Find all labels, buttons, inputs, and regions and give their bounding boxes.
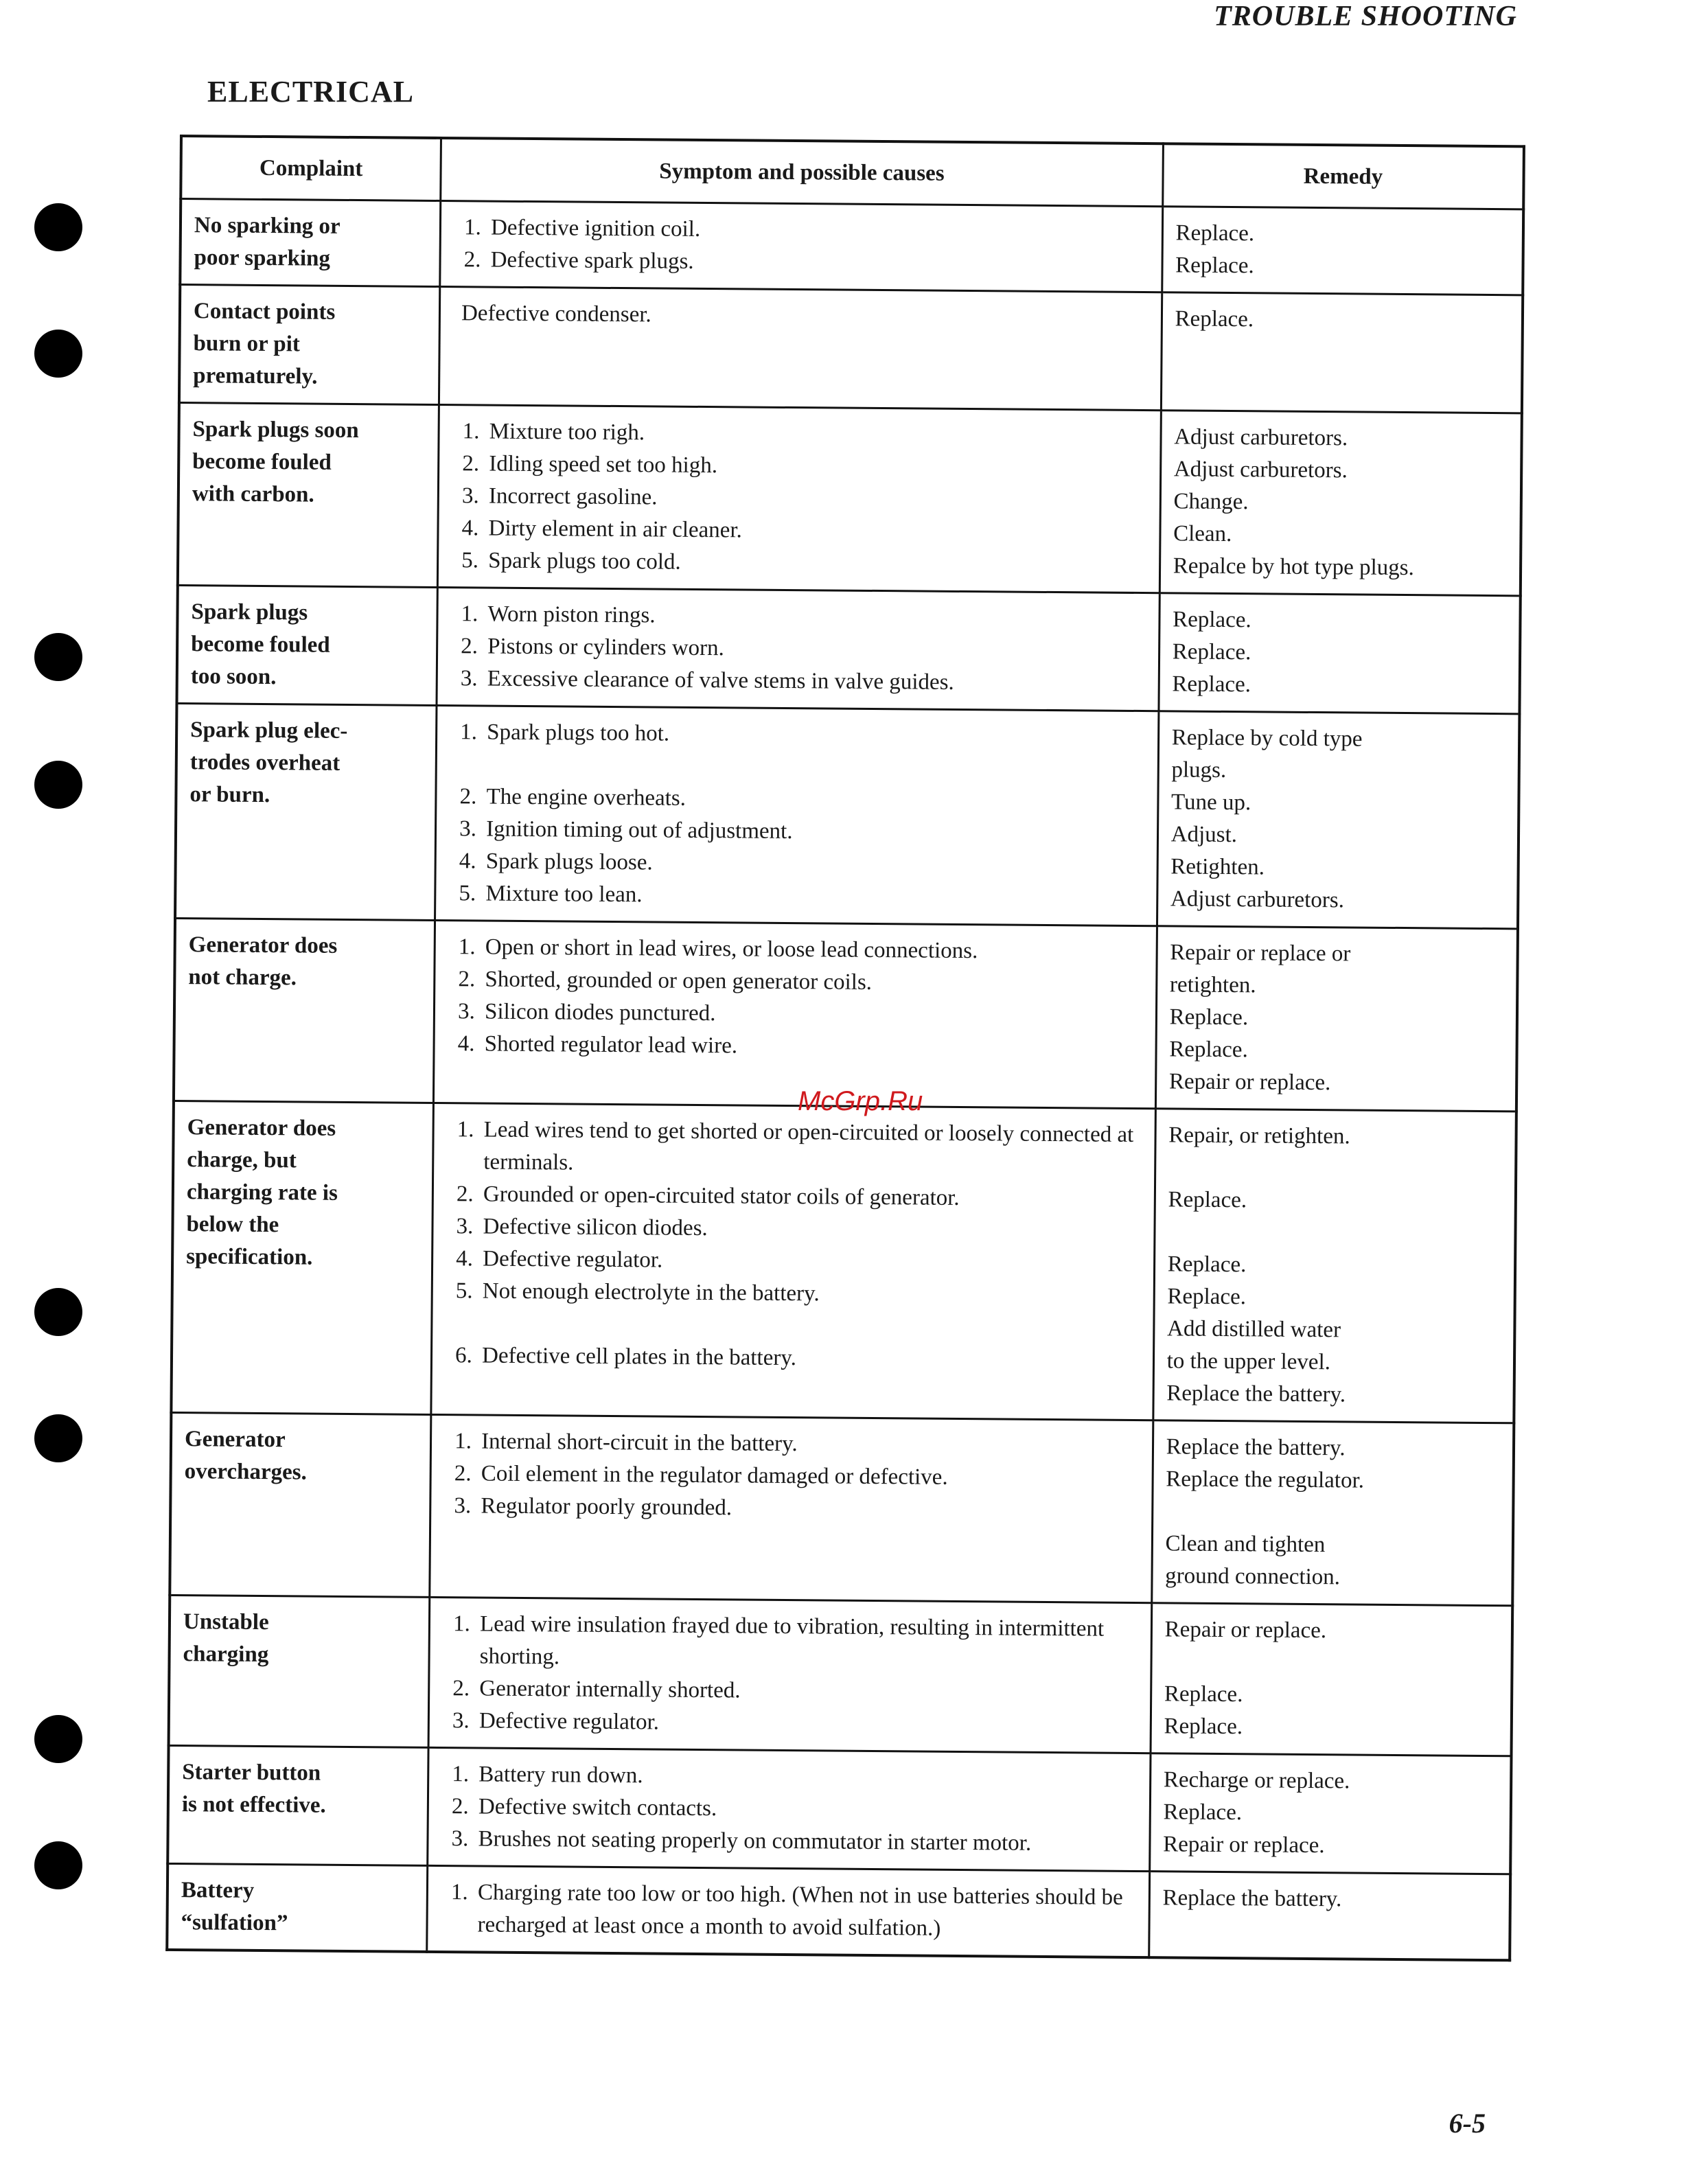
complaint-cell	[180, 199, 441, 287]
cause-text: Defective condenser.	[461, 301, 651, 327]
table-row	[178, 403, 1522, 596]
causes-cell	[427, 1865, 1150, 1957]
remedy-cell	[1149, 1753, 1511, 1874]
cause-item: 3. Ignition timing out of adjustment.	[482, 813, 1146, 851]
remedy-line: Tune up.	[1170, 790, 1251, 816]
complaint-line: Generator does	[187, 1115, 336, 1141]
remedy-line: Replace.	[1164, 1714, 1243, 1740]
section-title: ELECTRICAL	[207, 75, 414, 108]
remedy-line: Replace.	[1172, 671, 1251, 698]
complaint-line: charging	[183, 1642, 269, 1668]
cause-item: 1. Battery run down.	[474, 1758, 1138, 1796]
complaint-line: trodes overheat	[189, 750, 341, 776]
remedy-line: Retighten.	[1170, 854, 1265, 880]
complaint-line: Battery	[181, 1878, 255, 1903]
complaint-line: prematurely.	[193, 363, 318, 389]
complaint-line: No sparking or	[194, 213, 341, 239]
complaint-line: Starter button	[182, 1760, 321, 1786]
remedy-line: Replace.	[1172, 639, 1251, 665]
cause-item: 1. Charging rate too low or too high. (When not in use batteries should be recharged at least once a month to avoid sulfation.)	[473, 1876, 1137, 1946]
cause-item: 3. Regulator poorly grounded.	[476, 1490, 1140, 1528]
cause-item: 1. Lead wire insulation frayed due to vibration, resulting in intermittent shorting.	[475, 1608, 1139, 1678]
complaint-line: below the	[186, 1212, 279, 1238]
remedy-cell	[1151, 1603, 1513, 1756]
complaint-cell	[171, 1101, 433, 1414]
remedy-line: Replace.	[1168, 1187, 1247, 1213]
table-row	[171, 1101, 1516, 1423]
causes-cell	[434, 920, 1157, 1108]
remedy-line: Replace the battery.	[1166, 1381, 1346, 1407]
causes-cell	[439, 286, 1162, 410]
cause-item: 2. Pistons or cylinders worn.	[483, 630, 1147, 668]
complaint-line: Spark plugs soon	[192, 417, 359, 444]
complaint-cell	[174, 918, 435, 1103]
cause-item: 1. Worn piston rings.	[483, 598, 1147, 636]
complaint-line: or burn.	[189, 782, 270, 808]
remedy-cell	[1153, 1109, 1516, 1423]
cause-item: 1. Mixture too righ.	[485, 416, 1149, 454]
remedy-line: Replace.	[1169, 1004, 1249, 1031]
complaint-line: poor sparking	[194, 245, 331, 271]
complaint-line: overcharges.	[184, 1459, 307, 1485]
remedy-line: Replace.	[1164, 1681, 1243, 1707]
cause-item: 3. Excessive clearance of valve stems in valve guides.	[483, 663, 1147, 700]
cause-item: 3. Defective silicon diodes.	[478, 1210, 1142, 1248]
cause-item: 1. Internal short-circuit in the battery.	[477, 1425, 1141, 1463]
cause-item: 5. Spark plugs too cold.	[484, 545, 1148, 583]
complaint-line: Generator	[184, 1427, 286, 1453]
cause-item: 1. Open or short in lead wires, or loose lead connections.	[481, 931, 1145, 969]
binder-hole	[34, 633, 82, 681]
complaint-line: become fouled	[192, 449, 332, 475]
cause-item: 4. Dirty element in air cleaner.	[484, 513, 1148, 551]
causes-cell	[431, 1103, 1155, 1420]
remedy-line: Adjust carburetors.	[1173, 457, 1348, 483]
table-row	[170, 1412, 1514, 1605]
remedy-line: ground connection.	[1165, 1563, 1341, 1590]
table-row	[167, 1863, 1510, 1960]
complaint-line: with carbon.	[192, 481, 314, 507]
watermark: McGrp.Ru	[798, 1086, 923, 1116]
remedy-column-header: Remedy	[1162, 143, 1524, 209]
remedy-line: Repair, or retighten.	[1168, 1123, 1350, 1149]
cause-item: 2. Defective switch contacts.	[474, 1791, 1138, 1828]
complaint-line: not charge.	[188, 965, 297, 991]
cause-item: 3. Defective regulator.	[475, 1705, 1139, 1742]
cause-item: 1. Lead wires tend to get shorted or open-circuited or loosely connected at terminals.	[479, 1114, 1143, 1184]
complaint-line: specification.	[186, 1244, 313, 1270]
binder-hole	[34, 1414, 82, 1462]
remedy-line: Clean.	[1173, 521, 1232, 547]
causes-cell	[437, 404, 1161, 592]
complaint-line: “sulfation”	[181, 1910, 288, 1936]
cause-item: 5. Not enough electrolyte in the battery.	[478, 1275, 1142, 1313]
complaint-line: Generator does	[188, 932, 338, 958]
table-row	[175, 703, 1519, 928]
binder-hole	[34, 1715, 82, 1763]
complaint-cell	[178, 403, 439, 588]
remedy-line: Repair or replace.	[1168, 1069, 1331, 1096]
complaint-line: too soon.	[190, 664, 277, 690]
remedy-line: Replace the battery.	[1162, 1885, 1342, 1912]
cause-item: 3. Brushes not seating properly on commutator in starter motor.	[474, 1823, 1138, 1861]
complaint-cell	[175, 703, 437, 920]
remedy-line: Add distilled water	[1166, 1316, 1341, 1343]
remedy-cell	[1157, 711, 1519, 929]
table-row	[180, 199, 1523, 295]
remedy-line: Repair or replace.	[1163, 1832, 1325, 1858]
remedy-line: Clean and tighten	[1165, 1531, 1326, 1558]
table-row	[169, 1595, 1513, 1756]
page-header: TROUBLE SHOOTING	[1214, 1, 1517, 32]
table-row	[179, 285, 1523, 413]
remedy-line: Replace.	[1167, 1252, 1247, 1278]
remedy-line: Replace.	[1175, 253, 1254, 279]
complaint-cell	[169, 1595, 430, 1747]
cause-item: 2. Idling speed set too high.	[485, 448, 1149, 486]
cause-item: 2. Shorted, grounded or open generator coils.	[481, 963, 1144, 1001]
complaint-cell	[167, 1863, 428, 1951]
cause-item: 3. Incorrect gasoline.	[485, 481, 1149, 518]
remedy-line: Replace.	[1175, 220, 1255, 246]
cause-item: 3. Silicon diodes punctured.	[481, 996, 1144, 1033]
remedy-line: Replace.	[1173, 607, 1251, 633]
page-number: 6-5	[1449, 2108, 1486, 2139]
table-row	[168, 1745, 1511, 1874]
binder-hole	[34, 1841, 82, 1889]
complaint-line: Spark plugs	[191, 599, 308, 625]
remedy-cell	[1162, 207, 1523, 295]
cause-item: 4. Shorted regulator lead wire.	[481, 1028, 1144, 1066]
binder-hole	[34, 1288, 82, 1336]
binder-hole	[34, 761, 82, 809]
cause-item: 2. Defective spark plugs.	[486, 244, 1150, 282]
remedy-cell	[1149, 1872, 1510, 1961]
remedy-line: Repalce by hot type plugs.	[1173, 553, 1414, 581]
remedy-line: Change.	[1173, 489, 1249, 515]
remedy-line: Replace.	[1167, 1284, 1247, 1310]
causes-cell	[428, 1597, 1151, 1753]
cause-item: 2. Grounded or open-circuited stator coils of generator.	[479, 1178, 1143, 1216]
cause-item: 1. Defective ignition coil.	[487, 212, 1151, 250]
complaint-line: charging rate is	[186, 1179, 338, 1206]
remedy-line: Repair or replace or	[1170, 940, 1351, 967]
remedy-cell	[1151, 1420, 1514, 1606]
cause-item: 1. Spark plugs too hot.	[483, 716, 1146, 754]
remedy-line: Replace.	[1163, 1799, 1243, 1826]
complaint-line: become fouled	[191, 632, 330, 658]
remedy-line: Replace by cold type	[1171, 725, 1363, 752]
cause-item: 2. Coil element in the regulator damaged or defective.	[477, 1458, 1141, 1495]
remedy-line: Adjust.	[1170, 822, 1238, 848]
complaint-line: Spark plug elec-	[190, 717, 348, 744]
trouble-shooting-table	[165, 135, 1525, 1961]
complaint-line: charge, but	[187, 1147, 297, 1173]
complaint-line: Contact points	[193, 299, 336, 325]
remedy-line: Adjust carburetors.	[1170, 886, 1345, 913]
remedy-line: Adjust carburetors.	[1174, 424, 1348, 451]
remedy-line: Replace.	[1169, 1037, 1248, 1063]
remedy-line: to the upper level.	[1166, 1348, 1331, 1375]
complaint-cell	[176, 585, 437, 705]
cause-item: 2. The engine overheats.	[482, 781, 1146, 818]
remedy-cell	[1159, 593, 1521, 714]
cause-item: 4. Spark plugs loose.	[482, 845, 1146, 883]
remedy-line: Recharge or replace.	[1163, 1767, 1350, 1794]
table-row	[176, 585, 1520, 713]
remedy-cell	[1155, 926, 1518, 1112]
cause-item: 6. Defective cell plates in the battery.	[478, 1339, 1142, 1377]
cause-item: 4. Defective regulator.	[478, 1243, 1142, 1280]
causes-cell	[437, 587, 1159, 711]
complaint-cell	[168, 1745, 428, 1865]
binder-hole	[34, 203, 82, 251]
remedy-line: Replace the battery.	[1166, 1434, 1346, 1461]
remedy-line: Replace.	[1175, 306, 1254, 332]
causes-column-header: Symptom and possible causes	[441, 138, 1163, 207]
causes-cell	[428, 1747, 1151, 1871]
complaint-line: is not effective.	[181, 1792, 326, 1818]
causes-cell	[430, 1414, 1153, 1602]
remedy-cell	[1159, 411, 1522, 596]
cause-item: 2. Generator internally shorted.	[475, 1672, 1139, 1710]
complaint-cell	[179, 285, 440, 405]
table-header-row	[181, 136, 1524, 209]
complaint-cell	[170, 1412, 431, 1597]
remedy-line: retighten.	[1169, 972, 1256, 998]
remedy-line: Repair or replace.	[1164, 1617, 1327, 1644]
remedy-line: Replace the regulator.	[1166, 1466, 1365, 1493]
complaint-line: burn or pit	[193, 331, 301, 357]
causes-cell	[440, 200, 1163, 292]
table-row	[174, 918, 1518, 1111]
remedy-cell	[1161, 292, 1523, 413]
causes-cell	[435, 705, 1159, 925]
binder-hole	[34, 330, 82, 378]
complaint-column-header: Complaint	[181, 136, 441, 200]
cause-item: 5. Mixture too lean.	[481, 877, 1145, 915]
complaint-line: Unstable	[183, 1609, 269, 1635]
remedy-line: plugs.	[1171, 757, 1227, 783]
